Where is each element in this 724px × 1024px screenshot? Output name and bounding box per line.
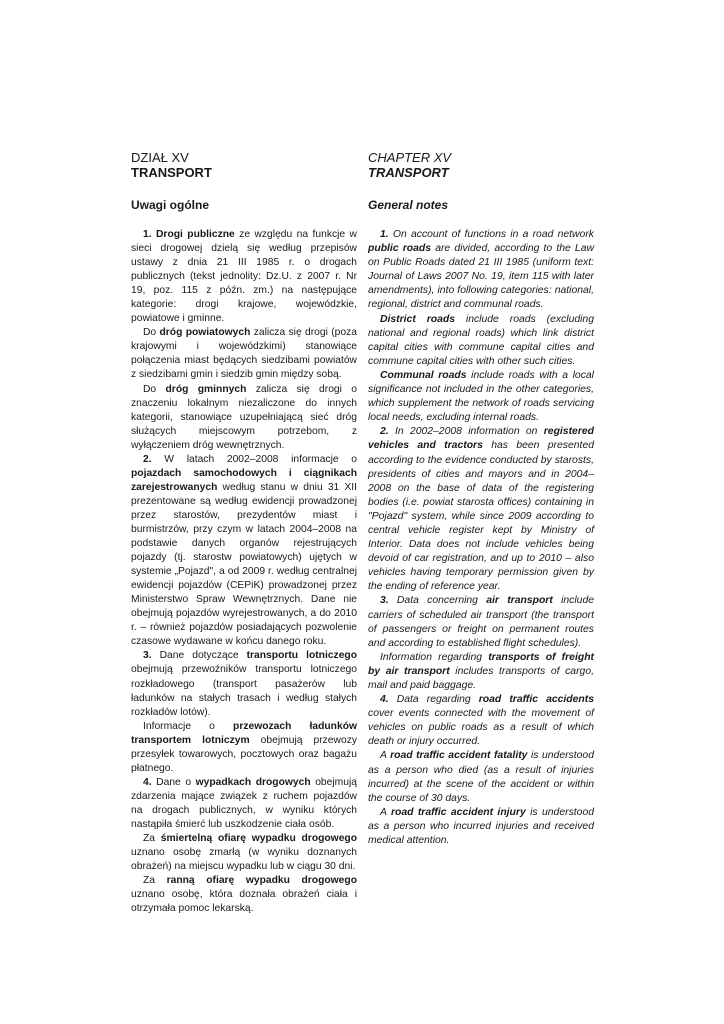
text-run: In 2002–2008 information on (388, 426, 544, 438)
text-run: obejmują przewoźników transportu lotniczego rozkładowego (transport pasażerów lub ładunków na stałych trasach i według stałych rozkładów lotów). (131, 664, 357, 718)
text-run: W latach 2002–2008 informacje o (151, 453, 357, 465)
paragraph (131, 383, 357, 453)
text-run: A (380, 750, 391, 762)
text-run: Data concerning (388, 595, 487, 607)
bold-term: public roads (368, 243, 432, 255)
bold-term: 3. (380, 595, 389, 607)
bold-term: przewozach ładunków transportem lotniczym (131, 720, 357, 746)
text-run: Za (143, 833, 161, 845)
text-run: is understood as a person who incurred injuries and received medical attention. (368, 806, 594, 847)
paragraph (368, 749, 594, 805)
section-heading: General notes (368, 198, 449, 212)
text-run: Information regarding (380, 651, 489, 663)
paragraph (368, 806, 594, 848)
bold-term: 4. (143, 776, 152, 788)
paragraph (368, 594, 594, 650)
bold-term: road traffic accidents (478, 694, 595, 706)
bold-term: transports of freight by air transport (368, 651, 595, 677)
chapter-title: TRANSPORT (131, 165, 212, 180)
bold-term: air transport (486, 595, 553, 607)
paragraph (131, 228, 357, 326)
polish-column (131, 150, 357, 916)
text-run: według stanu w dniu 31 XII prezentowane są według ewidencji prowadzonej przez starostów, prezydentów miast i burmistrzów, przy czym w latach 2004–2008 na podstawie danych organów rejestrujących pojazdy (tj. starostw powiatowych) ujętych w systemie „Pojazd", a od 2009 r. według centralnej ewidencji pojazdów (CEPiK) prowadzonej przez Ministerstwo Spraw Wewnętrznych. Dane nie obejmują pojazdów wyrejestrowanych, a do 2010 r. – również pojazdów posiadających pozwolenie czasowe wydawane w końcu danego roku. (131, 481, 357, 648)
text-run: Do (143, 327, 160, 339)
text-run: A (380, 806, 391, 818)
text-run: include roads (excluding national and regional roads) which link district capital cities with commune capital cities and commune capital cities with other such cities. (368, 313, 594, 367)
text-run: is understood as a person who died (as a result of injuries incurred) at the scene of the accident or within the course of 30 days. (368, 750, 594, 804)
bold-term: Communal roads (380, 369, 467, 381)
paragraph (368, 228, 594, 313)
bold-term: 1. (380, 229, 389, 240)
text-run: On account of functions in a road network (388, 229, 594, 240)
paragraph (131, 453, 357, 650)
bold-term: District roads (380, 313, 455, 325)
text-run: obejmują zdarzenia mające związek z ruchem pojazdów na drogach publicznych, w wyniku których nastąpiła śmierć lub uszkodzenie ciała osób. (131, 776, 357, 830)
paragraph (131, 649, 357, 719)
paragraph (131, 326, 357, 382)
paragraph (368, 425, 594, 594)
bold-term: 3. (143, 650, 152, 662)
text-run: Do (143, 383, 166, 395)
paragraph (131, 832, 357, 874)
bold-term: dróg gminnych (165, 383, 247, 395)
paragraph (131, 776, 357, 832)
text-run: uznano osobę, która doznała obrażeń ciała i otrzymała pomoc lekarską. (131, 889, 357, 915)
text-run: cover events connected with the movement of vehicles on public roads as a result of which death or injury occurred. (368, 708, 594, 748)
text-run: includes transports of cargo, mail and paid baggage. (368, 665, 594, 691)
paragraph (368, 313, 594, 369)
english-column (368, 150, 594, 848)
text-run: include roads with a local significance not included in the other categories, which supplement the network of roads servicing local needs, excluding internal roads. (368, 369, 594, 424)
text-run: are divided, according to the Law on Public Roads dated 21 III 1985 (uniform text: Journal of Laws 2007 No. 19, item 115 with later amendments), into following categories: national, regional, district and communal roads. (368, 243, 594, 311)
section-heading: Uwagi ogólne (131, 198, 209, 212)
paragraph (131, 720, 357, 776)
text-run: obejmują przewozy przesyłek towarowych, pocztowych oraz bagażu płatnego. (131, 734, 357, 774)
bold-term: 1. Drogi publiczne (143, 229, 235, 240)
bold-term: ranną ofiarę wypadku drogowego (166, 875, 357, 887)
paragraph (368, 693, 594, 749)
text-run: Informacje o (143, 720, 234, 732)
text-run: Data regarding (388, 694, 479, 706)
bold-term: transportu lotniczego (246, 650, 357, 662)
chapter-label: DZIAŁ XV (131, 150, 189, 165)
text-run: uznano osobę zmarłą (w wyniku doznanych obrażeń) na miejscu wypadku lub w ciągu 30 dni. (131, 847, 357, 873)
chapter-title: TRANSPORT (368, 165, 449, 180)
text-run: zalicza się drogi o znaczeniu lokalnym niezaliczone do innych kategorii, stanowiące uzupełniającą sieć dróg służących miejscowym potrzebom, z wyłączeniem dróg wewnętrznych. (131, 383, 358, 451)
bold-term: wypadkach drogowych (195, 776, 311, 788)
bold-term: pojazdach samochodowych i ciągnikach zarejestrowanych (131, 467, 357, 493)
text-run: Dane dotyczące (151, 650, 247, 662)
bold-term: road traffic accident fatality (390, 750, 528, 762)
text-run: zalicza się drogi (poza krajowymi i wojewódzkimi) stanowiące połączenia miast będących siedzibami powiatów z siedzibami gmin i siedzib gmin między sobą. (131, 327, 357, 381)
paragraph (131, 874, 357, 916)
paragraph-list (131, 228, 357, 916)
text-run: Dane o (151, 776, 196, 788)
bold-term: dróg powiatowych (159, 327, 251, 339)
bold-term: road traffic accident injury (390, 806, 526, 818)
paragraph-list (368, 228, 594, 848)
bold-term: śmiertelną ofiarę wypadku drogowego (160, 833, 357, 845)
text-run: ze względu na funkcje w sieci drogowej dzielą się według przepisów ustawy z dnia 21 III 1985 r. o drogach publicznych (tekst jednolity: Dz.U. z 2007 r. Nr 19, poz. 115 z późn. zm.) na następujące kategorie: drogi krajowe, wojewódzkie, powiatowe i gminne. (131, 229, 357, 325)
paragraph (368, 651, 594, 693)
bold-term: 4. (380, 694, 389, 706)
chapter-label: CHAPTER XV (368, 150, 452, 165)
paragraph (368, 369, 594, 425)
text-run: Za (143, 875, 167, 887)
bold-term: 2. (380, 426, 389, 438)
text-run: include carriers of scheduled air transport (the transport of passengers or freight on permanent routes and according to established flight schedules). (368, 595, 594, 649)
text-run: has been presented according to the evidence conducted by starosts, presidents of cities and mayors and in 2004–2008 on the base of data of the registering bodies (i.e. powiat starosta offices) containing in "Pojazd" system, while since 2009 according to central vehicle register kept by Ministry of Interior. Data does not include vehicles being devoid of car registration, and up to 2010 – also vehicles having temporary permission given by the ending of reference year. (368, 440, 594, 593)
bold-term: registered vehicles and tractors (368, 426, 594, 452)
bold-term: 2. (143, 453, 152, 465)
